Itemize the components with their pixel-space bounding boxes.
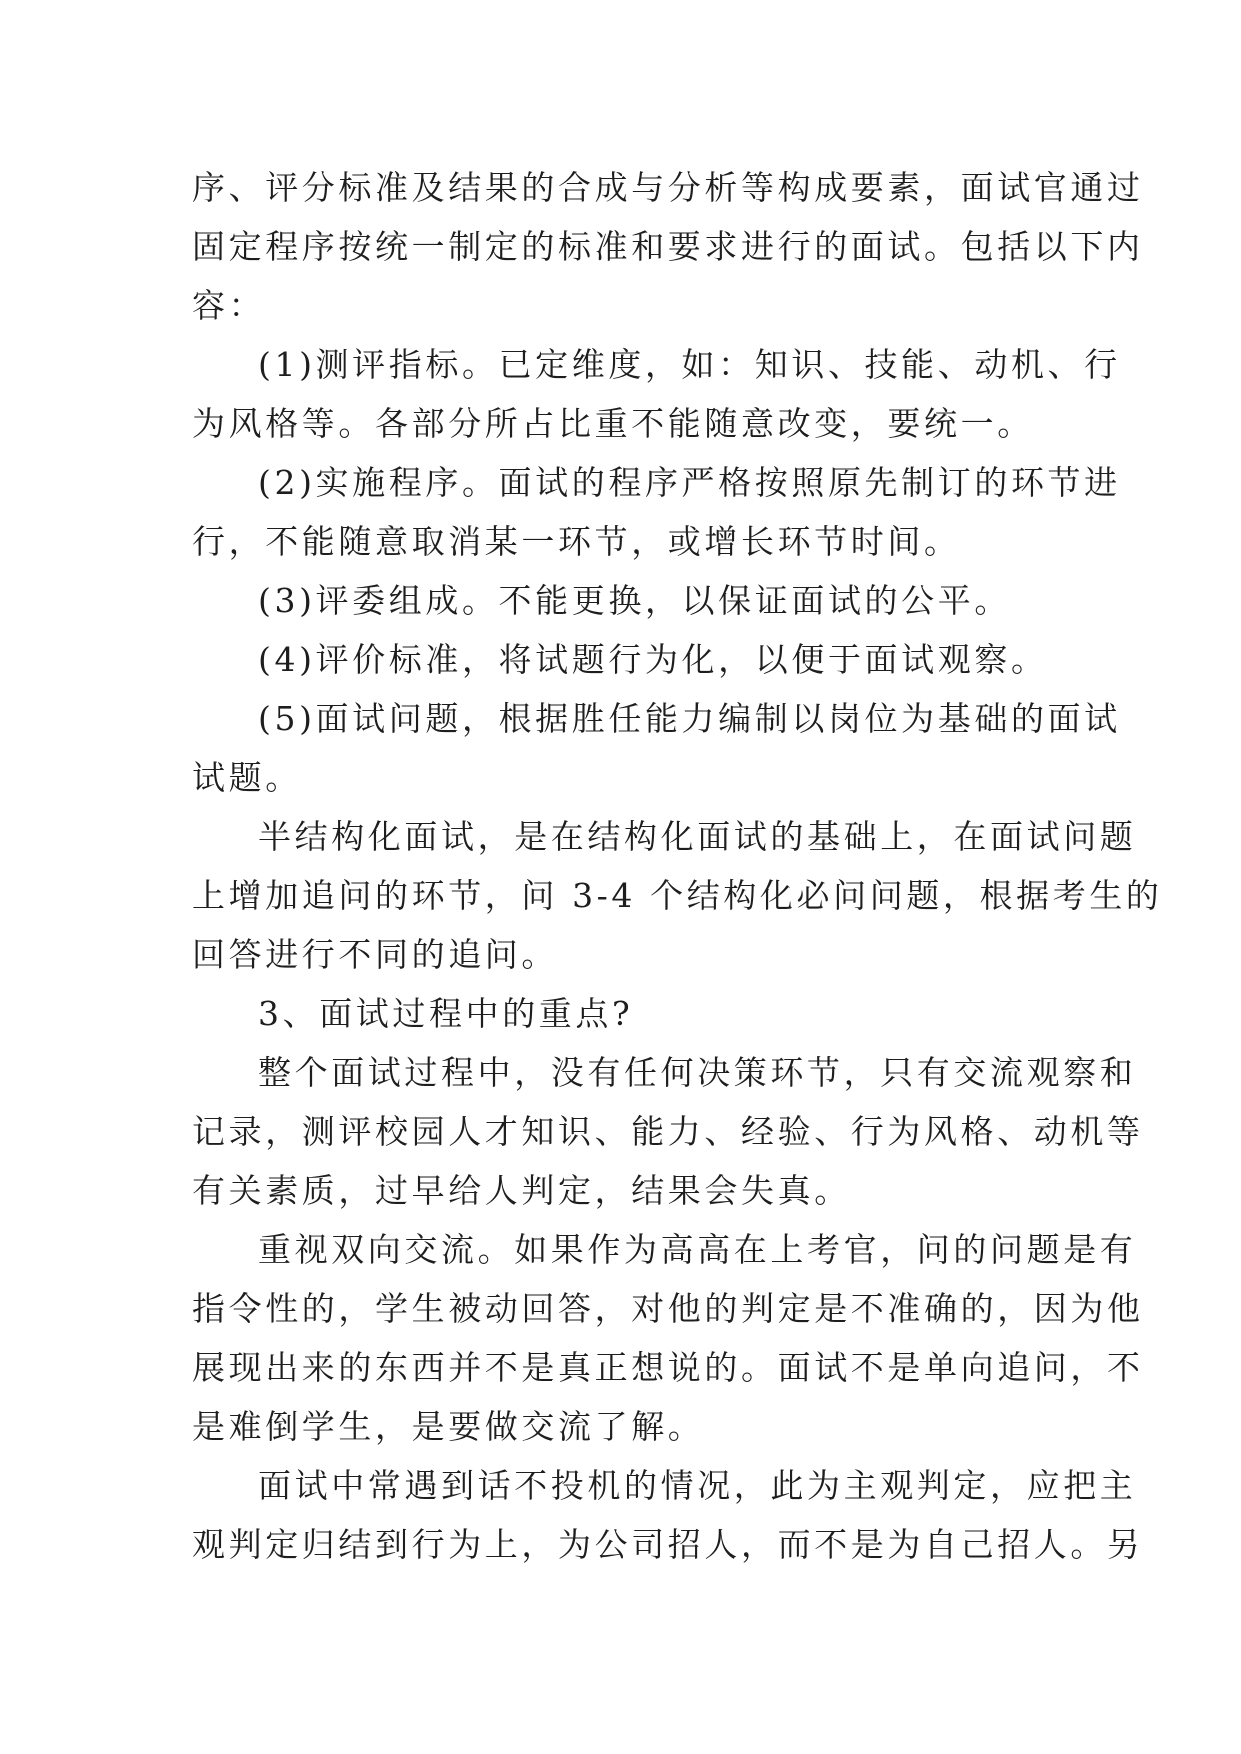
text-line: 行，不能随意取消某一环节，或增长环节时间。 xyxy=(192,522,961,561)
text-line: 为风格等。各部分所占比重不能随意改变，要统一。 xyxy=(192,404,1034,443)
text-line: 观判定归结到行为上，为公司招人，而不是为自己招人。另 xyxy=(192,1525,1144,1564)
text-line: 是难倒学生，是要做交流了解。 xyxy=(192,1407,705,1446)
text-line: 序、评分标准及结果的合成与分析等构成要素，面试官通过 xyxy=(192,168,1144,207)
text-line: 记录，测评校园人才知识、能力、经验、行为风格、动机等 xyxy=(192,1112,1144,1151)
paragraph-first-line: 面试中常遇到话不投机的情况，此为主观判定，应把主 xyxy=(258,1466,1137,1505)
text-line: 回答进行不同的追问。 xyxy=(192,935,558,974)
list-item-line: (1)测评指标。已定维度，如：知识、技能、动机、行 xyxy=(258,345,1121,384)
section-heading: 3、面试过程中的重点? xyxy=(258,994,634,1033)
document-body xyxy=(192,158,1163,1574)
text-line: 容： xyxy=(192,286,266,325)
paragraph-first-line: 重视双向交流。如果作为高高在上考官，问的问题是有 xyxy=(258,1230,1137,1269)
text-line: 指令性的，学生被动回答，对他的判定是不准确的，因为他 xyxy=(192,1289,1144,1328)
text-line: 展现出来的东西并不是真正想说的。面试不是单向追问，不 xyxy=(192,1348,1144,1387)
paragraph-first-line: 半结构化面试，是在结构化面试的基础上，在面试问题 xyxy=(258,817,1137,856)
list-item-line: (2)实施程序。面试的程序严格按照原先制订的环节进 xyxy=(258,463,1121,502)
list-item-line: (5)面试问题，根据胜任能力编制以岗位为基础的面试 xyxy=(258,699,1121,738)
list-item-line: (3)评委组成。不能更换，以保证面试的公平。 xyxy=(258,581,1011,620)
text-line: 试题。 xyxy=(192,758,302,797)
text-line: 有关素质，过早给人判定，结果会失真。 xyxy=(192,1171,851,1210)
text-line: 上增加追问的环节，问 3-4 个结构化必问问题，根据考生的 xyxy=(192,876,1163,915)
text-line: 固定程序按统一制定的标准和要求进行的面试。包括以下内 xyxy=(192,227,1144,266)
list-item-line: (4)评价标准，将试题行为化，以便于面试观察。 xyxy=(258,640,1048,679)
paragraph-first-line: 整个面试过程中，没有任何决策环节，只有交流观察和 xyxy=(258,1053,1137,1092)
